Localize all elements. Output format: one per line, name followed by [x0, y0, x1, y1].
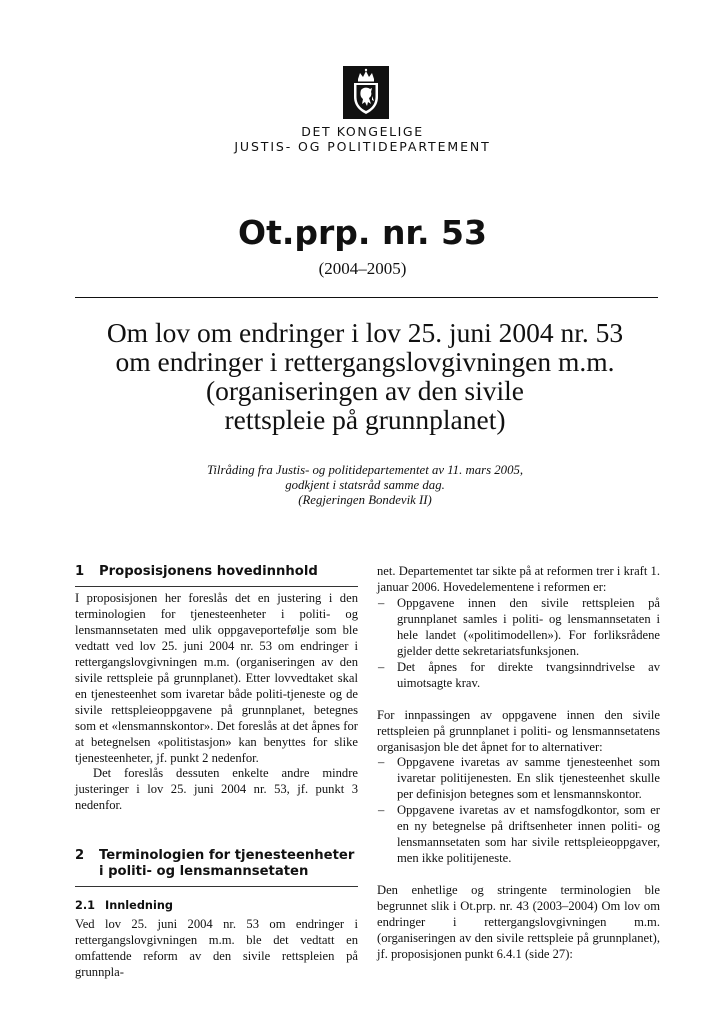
left-column [75, 564, 358, 981]
dash-bullet-icon: – [378, 803, 385, 818]
ministry-name-line1: DET KONGELIGE [301, 124, 424, 139]
spacer [377, 867, 660, 883]
dash-bullet-icon: – [378, 755, 385, 770]
recommendation-line: Tilråding fra Justis- og politidepartementet av 11. mars 2005, [206, 463, 524, 477]
title-line: (organiseringen av den sivile [206, 375, 524, 406]
section-number: 2 [75, 848, 85, 864]
approval-line: godkjent i statsråd samme dag. [285, 478, 445, 492]
subsection-heading [75, 899, 358, 913]
bullet-item [377, 596, 660, 660]
document-title [60, 318, 670, 434]
dash-bullet-icon: – [378, 595, 385, 610]
bullet-text: Oppgavene ivaretas av samme tjenesteenhet som ivaretar politijenesten. En slik tjenesteenhet skulle per definisjon betegnes som et lensmannskontor. [397, 755, 660, 802]
section-heading [75, 848, 358, 887]
section-title: Terminologien for tjenesteenheter i politi- og lensmannsetaten [99, 848, 355, 880]
section-number: 1 [75, 564, 85, 579]
dash-bullet-icon: – [378, 659, 385, 674]
title-divider [75, 297, 658, 298]
bullet-item [377, 755, 660, 803]
paragraph: I proposisjonen her foreslås det en justering i den terminologien for tjenesteenheter i politi- og lensmannsetaten med ulik oppgaveportefølje som ble vedtatt ved lov 25. juni 2004 nr. 53 om endringer i rettergangslovgivningen m.m. (organiseringen av den sivile rettspleie på grunnplanet). Etter lovvedtaket skal en tjenesteenhet som ivaretar både politi-tjeneste og de sivile rettspleieoppgavene på grunnplanet, betegnes som et «lensmannskontor». Det foreslås at det åpnes for at betegnelsen «politistasjon» kan benyttes for slike tjenesteenheter, jf. punkt 2 nedenfor. [75, 591, 358, 765]
section-heading [75, 564, 358, 587]
title-line: rettspleie på grunnplanet) [224, 404, 506, 435]
recommendation-note [60, 463, 670, 508]
subsection-number: 2.1 [75, 899, 96, 913]
bullet-text: Oppgavene ivaretas av et namsfogdkontor, som er en ny betegnelse på driftsenheter innen politi- og lensmannsetaten som har sivile rettspleieoppgaver, men ikke politijeneste. [397, 803, 660, 866]
spacer [75, 814, 358, 848]
paragraph: Den enhetlige og stringente terminologien ble begrunnet slik i Ot.prp. nr. 43 (2003–2004) Om lov om endringer i rettergangslovgivningen m.m. (organiseringen av den sivile rettspleie på grunnplanet), jf. proposisjonen punkt 6.4.1 (side 27): [377, 883, 660, 961]
document-number: Ot.prp. nr. 53 [238, 213, 487, 252]
ministry-name-line2: JUSTIS- OG POLITIDEPARTEMENT [234, 139, 491, 154]
paragraph: Ved lov 25. juni 2004 nr. 53 om endringer i rettergangslovgivningen m.m. ble det vedtatt en omfattende reform av den sivile rettspleien på grunnpla- [75, 917, 358, 980]
subsection-title: Innledning [105, 899, 173, 913]
bullet-item [377, 660, 660, 692]
title-line: om endringer i rettergangslovgivningen m.m. [115, 346, 615, 377]
paragraph: Det foreslås dessuten enkelte andre mindre justeringer i lov 25. juni 2004 nr. 53, jf. punkt 3 nedenfor. [75, 766, 358, 813]
right-column [377, 564, 660, 963]
royal-coat-of-arms-logo [343, 66, 389, 119]
paragraph: For innpassingen av oppgavene innen den sivile rettspleien på grunnplanet i politi- og lensmannsetatens organisasjon ble det åpnet for to alternativer: [377, 707, 660, 754]
bullet-item [377, 803, 660, 867]
paragraph: net. Departementet tar sikte på at reformen trer i kraft 1. januar 2006. Hovedelementene i reformen er: [377, 564, 660, 594]
bullet-text: Oppgavene innen den sivile rettspleien på grunnplanet samles i politi- og lensmannsetaten i hele landet («politimodellen»). For forliksrådene gjelder dette sekretariatsfunksjonen. [397, 595, 660, 658]
section-title: Proposisjonens hovedinnhold [99, 564, 318, 579]
session-years: (2004–2005) [318, 259, 407, 278]
government-line: (Regjeringen Bondevik II) [298, 493, 432, 507]
spacer [377, 692, 660, 708]
title-line: Om lov om endringer i lov 25. juni 2004 nr. 53 [106, 317, 624, 348]
bullet-text: Det åpnes for direkte tvangsinndrivelse av uimotsagte krav. [397, 659, 660, 690]
